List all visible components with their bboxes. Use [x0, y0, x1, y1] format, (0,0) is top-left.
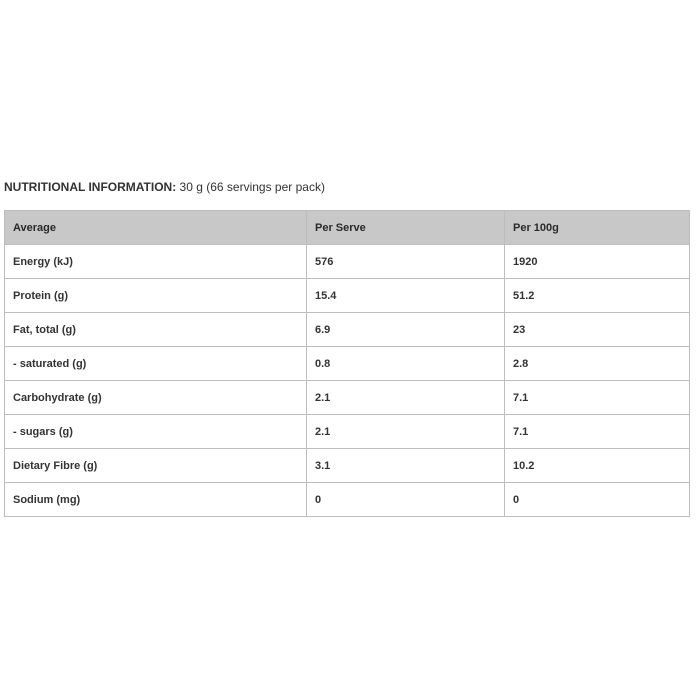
header-per-serve: Per Serve [307, 211, 505, 245]
row-per-serve: 2.1 [307, 415, 505, 449]
row-per-100g: 51.2 [505, 279, 690, 313]
caption-label: NUTRITIONAL INFORMATION: [4, 180, 177, 194]
table-row [5, 449, 690, 483]
row-per-serve: 3.1 [307, 449, 505, 483]
table-row [5, 245, 690, 279]
row-label: Sodium (mg) [5, 483, 307, 517]
row-label: Dietary Fibre (g) [5, 449, 307, 483]
table-header [5, 211, 690, 245]
row-per-100g: 0 [505, 483, 690, 517]
nutrition-table [4, 210, 690, 517]
nutrition-caption [4, 179, 325, 195]
row-per-serve: 15.4 [307, 279, 505, 313]
row-per-100g: 7.1 [505, 381, 690, 415]
row-label: Energy (kJ) [5, 245, 307, 279]
header-average: Average [5, 211, 307, 245]
row-per-100g: 1920 [505, 245, 690, 279]
table-row [5, 415, 690, 449]
row-per-100g: 10.2 [505, 449, 690, 483]
table-row [5, 347, 690, 381]
table-row [5, 381, 690, 415]
row-label: Carbohydrate (g) [5, 381, 307, 415]
table-row [5, 313, 690, 347]
row-per-serve: 0.8 [307, 347, 505, 381]
row-per-100g: 2.8 [505, 347, 690, 381]
row-label: - saturated (g) [5, 347, 307, 381]
table-row [5, 483, 690, 517]
row-label: - sugars (g) [5, 415, 307, 449]
header-row [5, 211, 690, 245]
table-body [5, 245, 690, 517]
row-per-serve: 6.9 [307, 313, 505, 347]
row-label: Fat, total (g) [5, 313, 307, 347]
header-per-100g: Per 100g [505, 211, 690, 245]
row-per-serve: 0 [307, 483, 505, 517]
table-row [5, 279, 690, 313]
row-label: Protein (g) [5, 279, 307, 313]
row-per-serve: 2.1 [307, 381, 505, 415]
caption-value: 30 g (66 servings per pack) [176, 180, 325, 194]
row-per-serve: 576 [307, 245, 505, 279]
row-per-100g: 23 [505, 313, 690, 347]
row-per-100g: 7.1 [505, 415, 690, 449]
